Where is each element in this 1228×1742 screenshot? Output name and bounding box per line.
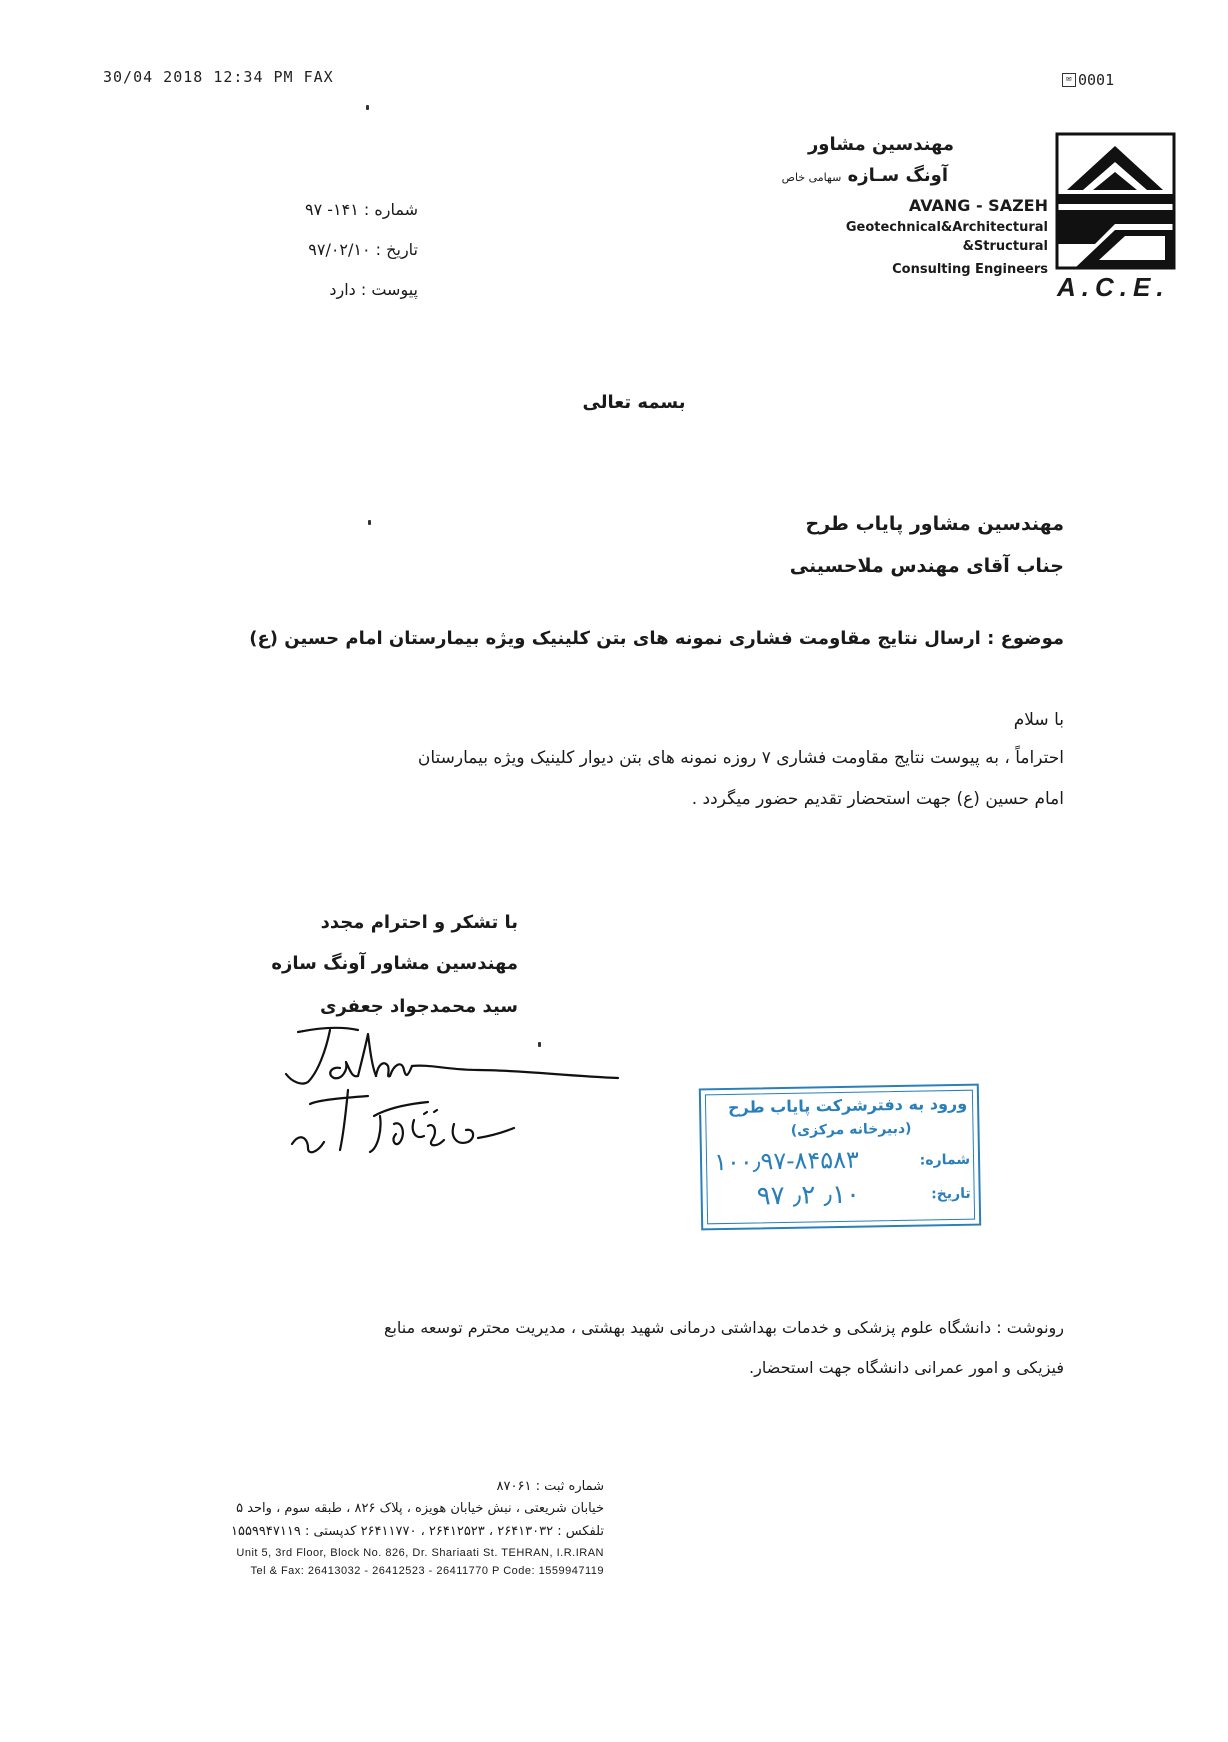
page-number-value: 0001 [1078, 71, 1115, 89]
subject-line: موضوع : ارسال نتایج مقاومت فشاری نمونه های بتن کلینیک ویژه بیمارستان امام حسین (ع) [249, 628, 1064, 649]
page-number [1062, 71, 1114, 89]
company-desc-2: &Structural [962, 239, 1048, 254]
handwritten-signature [278, 1020, 638, 1180]
scan-speck [366, 105, 369, 110]
closing-line-2: مهندسین مشاور آونگ سازه [271, 953, 518, 974]
fax-header: 30/04 2018 12:34 PM FAX [103, 68, 334, 86]
bismillah: بسمه تعالی [582, 392, 686, 413]
signatory-name: سید محمدجواد جعفری [319, 996, 518, 1017]
footer-phone-fa: تلفکس : ۲۶۴۱۳۰۳۲ ، ۲۶۴۱۲۵۲۳ ، ۲۶۴۱۱۷۷۰ کدپستی : ۱۵۵۹۹۴۷۱۱۹ [230, 1524, 604, 1539]
footer-address-fa: خیابان شریعتی ، نبش خیابان هویزه ، پلاک ۸۲۶ ، طبقه سوم ، واحد ۵ [236, 1501, 604, 1516]
footer-address-en: Unit 5, 3rd Floor, Block No. 826, Dr. Shariaati St. TEHRAN, I.R.IRAN [236, 1547, 604, 1559]
letter-date: تاریخ : ۹۷/۰۲/۱۰ [308, 240, 418, 259]
company-desc-1: Geotechnical&Architectural [845, 220, 1048, 235]
recipient-person: جناب آقای مهندس ملاحسینی [789, 555, 1064, 577]
closing-line-1: با تشکر و احترام مجدد [320, 912, 518, 933]
greeting: با سلام [1013, 710, 1064, 730]
stamp-subtitle: (دبیرخانه مرکزی) [790, 1120, 912, 1139]
body-paragraph-line-2: امام حسین (ع) جهت استحضار تقدیم حضور میگردد . [691, 789, 1064, 809]
company-logo-icon [1055, 132, 1176, 270]
company-desc-3: Consulting Engineers [892, 262, 1048, 277]
cc-line-2: فیزیکی و امور عمرانی دانشگاه جهت استحضار. [749, 1358, 1064, 1377]
logo-text: A.C.E. [1057, 272, 1170, 302]
stamp-date-value: ۹۷ ٫۲ ٫۱۰ [756, 1179, 861, 1212]
stamp-title: ورود به دفترشرکت پایاب طرح [727, 1093, 968, 1117]
body-paragraph-line-1: احتراماً ، به پیوست نتایج مقاومت فشاری ۷ روزه نمونه های بتن دیوار کلینیک ویژه بیمارستان [417, 748, 1064, 768]
company-name-fa-main: آونگ سـازه [847, 165, 948, 186]
cc-line-1: رونوشت : دانشگاه علوم پزشکی و خدمات بهداشتی درمانی شهید بهشتی ، مدیریت محترم توسعه منابع [383, 1318, 1064, 1337]
receipt-stamp [699, 1084, 981, 1231]
footer-registration: شماره ثبت : ۸۷۰۶۱ [496, 1479, 604, 1494]
fax-page-icon: ✉ [1062, 73, 1076, 87]
stamp-date-label: تاریخ: [930, 1185, 971, 1203]
stamp-number-value: ۱۰۰٫۹۷-۸۴۵۸۳ [713, 1145, 860, 1177]
company-name-fa: مهندسین مشاور [807, 134, 954, 155]
scan-speck [368, 520, 371, 525]
company-name-fa-2 [782, 165, 948, 186]
recipient-company: مهندسین مشاور پایاب طرح [805, 513, 1064, 535]
stamp-number-label: شماره: [919, 1151, 971, 1169]
letter-number: شماره : ۱۴۱- ۹۷ [304, 200, 418, 219]
company-name-en: AVANG - SAZEH [908, 196, 1048, 215]
company-type: سهامی خاص [781, 171, 842, 184]
footer-phone-en: Tel & Fax: 26413032 - 26412523 - 26411770 P Code: 1559947119 [250, 1565, 604, 1577]
letter-attachment: پیوست : دارد [329, 280, 418, 299]
